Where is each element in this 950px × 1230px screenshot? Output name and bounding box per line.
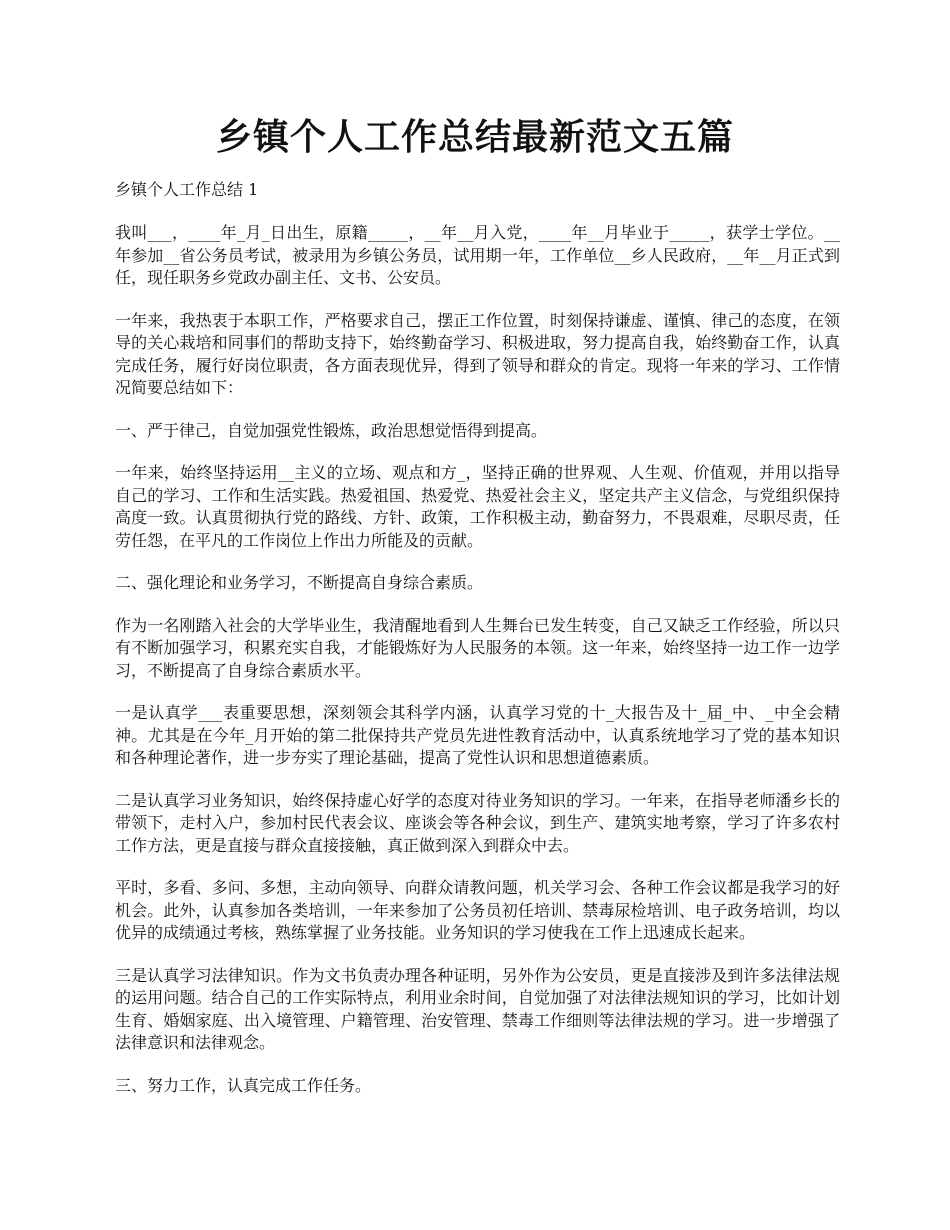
section-subtitle: 乡镇个人工作总结 1	[115, 180, 259, 199]
paragraph-theory-study: 一是认真学___表重要思想，深刻领会其科学内涵，认真学习党的十_大报告及十_届_中、_中全会精神。尤其是在今年_月开始的第二批保持共产党员先进性教育活动中，认真系统地学习了党的基本知识和各种理论著作，进一步夯实了理论基础，提高了党性认识和思想道德素质。	[115, 703, 840, 767]
paragraph-intro: 一年来，我热衷于本职工作，严格要求自己，摆正工作位置，时刻保持谦虚、谨慎、律己的态度，在领导的关心栽培和同事们的帮助支持下，始终勤奋学习、积极进取，努力提高自我，始终勤奋工作，认真完成任务，履行好岗位职责，各方面表现优异，得到了领导和群众的肯定。现将一年来的学习、工作情况简要总结如下：	[115, 310, 840, 397]
paragraph-political: 一年来，始终坚持运用__主义的立场、观点和方_，坚持正确的世界观、人生观、价值观，并用以指导自己的学习、工作和生活实践。热爱祖国、热爱党、热爱社会主义，坚定共产主义信念，与党组织保持高度一致。认真贯彻执行党的路线、方针、政策，工作积极主动，勤奋努力，不畏艰难，尽职尽责，任劳任怨，在平凡的工作岗位上作出力所能及的贡献。	[115, 463, 840, 550]
heading-part-two: 二、强化理论和业务学习，不断提高自身综合素质。	[115, 573, 484, 592]
paragraph-learning: 作为一名刚踏入社会的大学毕业生，我清醒地看到人生舞台已发生转变，自己又缺乏工作经验，所以只有不断加强学习，积累充实自我，才能锻炼好为人民服务的本领。这一年来，始终坚持一边工作一边学习，不断提高了自身综合素质水平。	[115, 615, 840, 680]
paragraph-law-study: 三是认真学习法律知识。作为文书负责办理各种证明，另外作为公安员，更是直接涉及到许多法律法规的运用问题。结合自己的工作实际特点，利用业余时间，自觉加强了对法律法规知识的学习，比如计划生育、婚姻家庭、出入境管理、户籍管理、治安管理、禁毒工作细则等法律法规的学习。进一步增强了法律意识和法律观念。	[115, 965, 840, 1052]
page-title: 乡镇个人工作总结最新范文五篇	[215, 116, 734, 158]
heading-part-three: 三、努力工作，认真完成工作任务。	[115, 1075, 372, 1095]
paragraph-personal-info: 我叫___，____年_月_日出生，原籍_____，__年__月入党，____年__月毕业于_____，获学士学位。__年参加__省公务员考试，被录用为乡镇公务员，试用期一年，工作单位__乡人民政府，__年__月正式到任，现任职务乡党政办副主任、文书、公安员。	[115, 223, 840, 287]
paragraph-business-study: 二是认真学习业务知识，始终保持虚心好学的态度对待业务知识的学习。一年来，在指导老师潘乡长的带领下，走村入户，参加村民代表会议、座谈会等各种会议，到生产、建筑实地考察，学习了许多农村工作方法，更是直接与群众直接接触，真正做到深入到群众中去。	[115, 790, 840, 855]
heading-part-one: 一、严于律己，自觉加强党性锻炼，政治思想觉悟得到提高。	[115, 420, 548, 440]
document-body	[115, 178, 840, 1117]
paragraph-training: 平时，多看、多问、多想，主动向领导、向群众请教问题，机关学习会、各种工作会议都是我学习的好机会。此外，认真参加各类培训，一年来参加了公务员初任培训、禁毒尿检培训、电子政务培训，均以优异的成绩通过考核，熟练掌握了业务技能。业务知识的学习使我在工作上迅速成长起来。	[115, 878, 840, 942]
